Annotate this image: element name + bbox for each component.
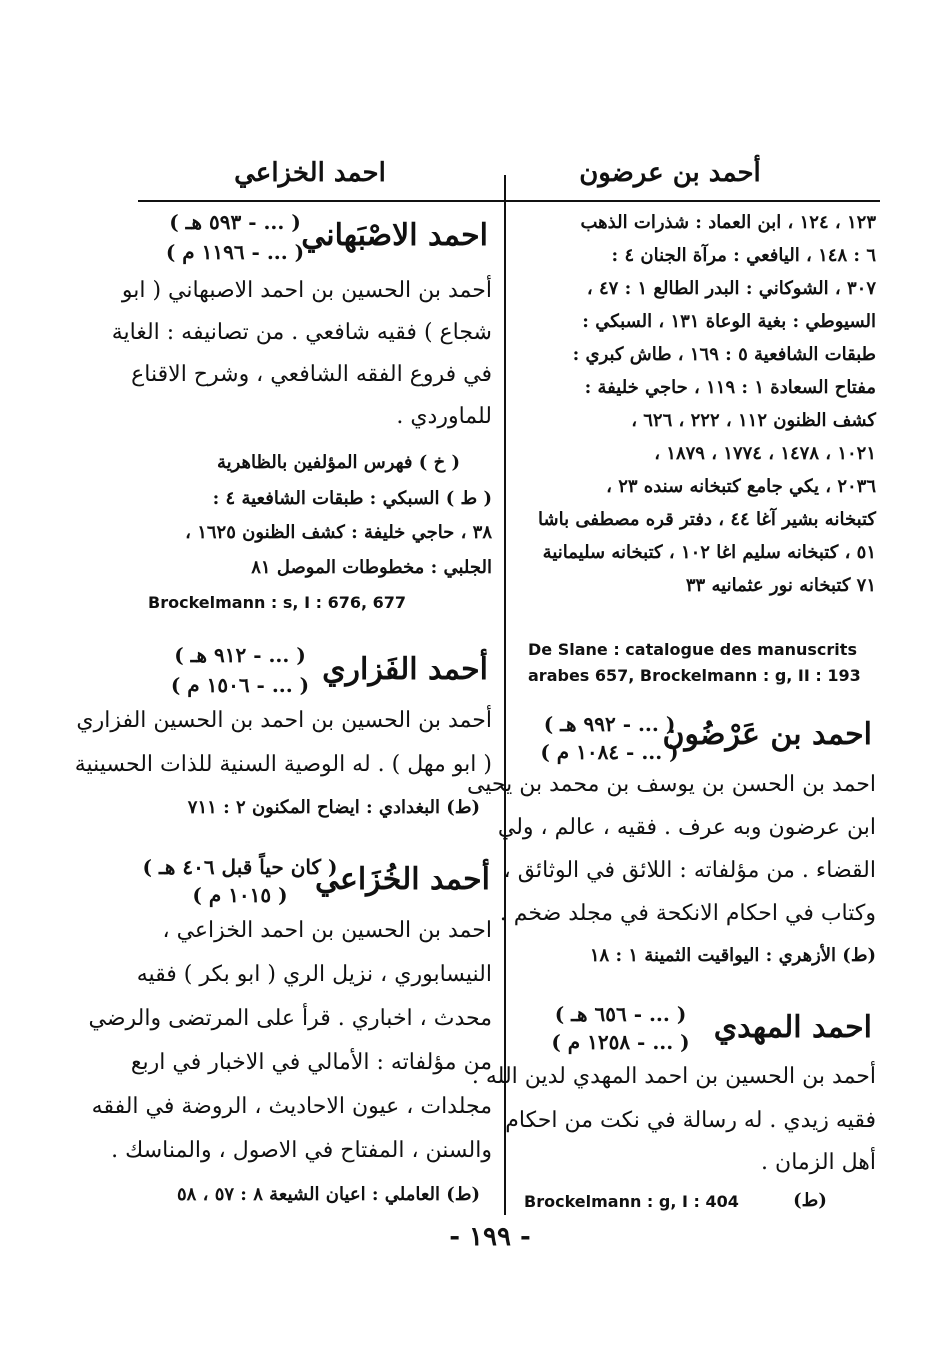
entry-body-line: أحمد بن الحسين بن احمد المهدي لدين الله . [471,1064,876,1089]
ref-line: ٦ : ١٤٨ ، اليافعي : مرآة الجنان ٤ : [611,245,876,266]
entry-body-line: والسنن ، المفتاح في الاصول ، والمناسك . [111,1138,492,1163]
ref-line: ١٢٣ ، ١٢٤ ، ابن العماد : شذرات الذهب [580,212,876,233]
entry-reference: (ط) الأزهري : اليواقيت الثمينة ١ : ١٨ [589,945,876,966]
entry-body-line: النيسابوري ، نزيل الري ( ابو بكر ) فقيه [136,962,492,987]
entry-date-hijri: ( ... - ٥٩٣ هـ ) [169,210,301,234]
latin-ref-line: De Slane : catalogue des manuscrits [528,640,857,659]
entry-name: أحمد الخُزَاعي [314,862,490,897]
entry-name: احمد المهدي [713,1010,872,1045]
entry-reference: ( خ ) فهرس المؤلفين بالظاهرية [216,452,460,473]
entry-body-line: شجاع ) فقيه شافعي . من تصانيفه : الغاية [111,320,492,345]
entry-latin-reference: Brockelmann : s, I : 676, 677 [148,593,407,612]
entry-name: احمد الاصْبَهاني [301,218,488,253]
entry-body-line: في فروع الفقه الشافعي ، وشرح الاقناع [131,362,492,387]
entry-body-line: أهل الزمان . [761,1150,876,1175]
entry-name: احمد بن عَرْضُون [662,717,872,752]
entry-name: أحمد الفَزاري [322,652,488,687]
entry-reference: ( ط ) السبكي : طبقات الشافعية ٤ : [212,488,492,509]
entry-date-gregorian: ( ... - ١٠٨٤ م ) [540,740,679,764]
entry-reference: (ط) البغدادي : ايضاح المكنون ٢ : ٧١١ [187,797,480,818]
ref-line: ٢٠٣٦ ، يكي جامع كتبخانه سنده ٢٣ ، [606,476,876,497]
header-rule [138,200,880,202]
entry-body-line: أحمد بن الحسين بن احمد بن الحسين الفزاري [76,708,492,733]
entry-body-line: أحمد بن الحسين بن احمد الاصبهاني ( ابو [121,278,492,303]
ref-line: ٣٠٧ ، الشوكاني : البدر الطالع ١ : ٤٧ ، [586,278,876,299]
page-number: - ١٩٩ - [449,1222,531,1252]
ref-line: السيوطي : بغية الوعاة ١٣١ ، السبكي : [582,311,876,332]
entry-date-hijri: ( ... - ٩١٢ هـ ) [174,643,306,667]
entry-body-line: محدث ، اخباري . قرأ على المرتضى والرضي [88,1006,492,1031]
ref-line: كشف الظنون ١١٢ ، ٢٢٢ ، ٦٢٦ ، [631,410,876,431]
entry-body-line: مجلدات ، عيون الاحاديث ، الروضة في الفقه [91,1094,492,1119]
entry-body-line: ( ابو مهل ) . له الوصية السنية للذات الحسينية [74,752,492,777]
entry-date-hijri: ( ... - ٩٩٢ هـ ) [543,712,676,736]
entry-date-hijri: ( ... - ٦٥٦ هـ ) [554,1002,687,1026]
entry-body-line: للماوردي . [396,404,492,429]
entry-reference: ٣٨ ، حاجي خليفة : كشف الظنون ١٦٢٥ ، [185,522,492,543]
entry-body-line: فقيه زيدي . له رسالة في نكت من احكام [505,1108,876,1133]
ref-line: ٧١ كتبخانه نور عثمانيه ٣٣ [685,575,876,596]
ref-line: كتبخانه بشير آغا ٤٤ ، دفتر قره مصطفى باشا [538,509,876,530]
entry-body-line: احمد بن الحسن بن يوسف بن محمد بن يحيى [466,772,876,797]
entry-body-line: القضاء . من مؤلفاته : اللائق في الوثائق ، [503,858,876,883]
column-divider [504,175,506,1215]
entry-date-gregorian: ( ... - ١٢٥٨ م ) [551,1030,690,1054]
entry-reference: الجلبي : مخطوطات الموصل ٨١ [251,557,492,578]
entry-body-line: وكتاب في احكام الانكحة في مجلد ضخم . [499,901,876,926]
ref-line: مفتاح السعادة ١ : ١١٩ ، حاجي خليفة : [584,377,876,398]
entry-date-gregorian: ( ... - ١١٩٦ م ) [165,240,305,264]
latin-ref-line: arabes 657, Brockelmann : g, II : 193 [528,666,861,685]
entry-body-line: من مؤلفاته : الأمالي في الاخبار في اربع [130,1050,492,1075]
entry-date-hijri: ( كان حياً قبل ٤٠٦ هـ ) [142,855,338,879]
running-head-left: احمد الخزاعي [234,158,386,188]
entry-body-line: احمد بن الحسين بن احمد الخزاعي ، [162,918,492,943]
entry-body-line: ابن عرضون وبه عرف . فقيه ، عالم ، ولي [497,815,876,840]
ref-line: طبقات الشافعية ٥ : ١٦٩ ، طاش كبري : [572,344,876,365]
ref-line: ١٠٢١ ، ١٤٧٨ ، ١٧٧٤ ، ١٨٧٩ ، [654,443,876,464]
running-head-right: أحمد بن عرضون [579,158,761,188]
ref-line: ٥١ ، كتبخانه سليم اغا ١٠٢ ، كتبخانه سليمانية [542,542,876,563]
entry-date-gregorian: ( ... - ١٥٠٦ م ) [170,673,310,697]
entry-latin-reference: Brockelmann : g, I : 404 [524,1192,739,1211]
entry-date-gregorian: ( ١٠١٥ م ) [192,883,288,907]
entry-reference-mark: (ط) [793,1190,827,1211]
entry-reference: (ط) العاملي : اعيان الشيعة ٨ : ٥٧ ، ٥٨ [177,1184,480,1205]
